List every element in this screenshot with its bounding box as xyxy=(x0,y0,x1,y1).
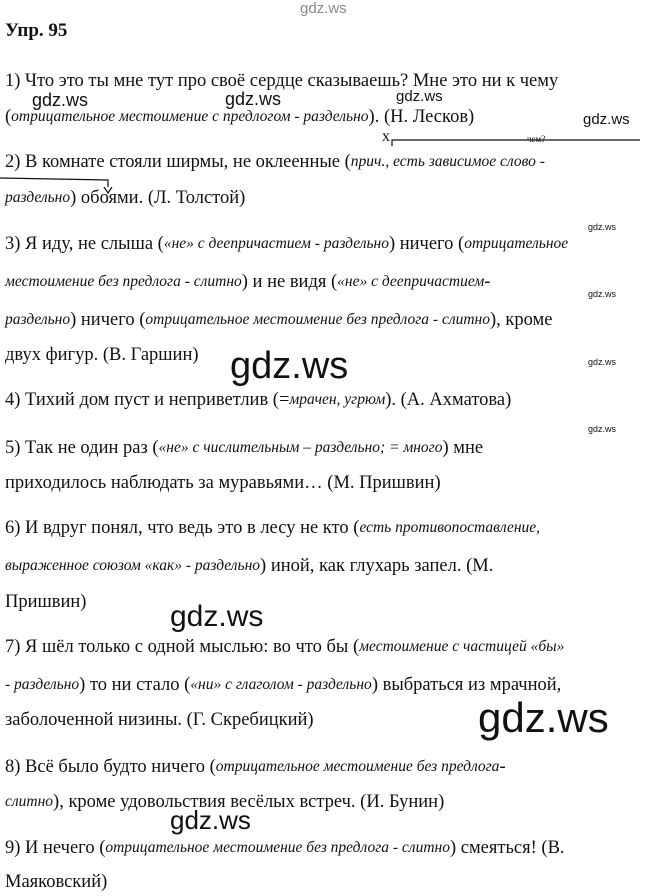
italic-note: отрицательное местоимение без предлога - слитно xyxy=(105,839,450,856)
italic-note: отрицательное местоимение без предлога - слитно xyxy=(145,311,490,328)
watermark-top: gdz.ws xyxy=(300,0,347,17)
italic-note: «ни» с глаголом - раздельно xyxy=(190,676,372,693)
text-segment: ) выбраться из мрачной, xyxy=(371,675,562,695)
text-segment: 6) И вдруг понял, что ведь это в лесу не кто ( xyxy=(5,518,360,538)
text-segment: 9) И нечего ( xyxy=(5,838,106,858)
text-segment: ). (А. Ахматова) xyxy=(385,390,512,410)
bracket-line xyxy=(392,140,640,146)
text-segment: 5) Так не один раз ( xyxy=(5,438,159,458)
text-segment: ) и не видя ( xyxy=(241,272,338,292)
text-segment: 4) Тихий дом пуст и неприветлив (= xyxy=(5,390,290,410)
text-segment: ( xyxy=(5,107,12,127)
watermark-large: gdz.ws xyxy=(170,805,251,835)
italic-note: есть противопоставление, xyxy=(359,519,541,536)
text-segment: Пришвин) xyxy=(5,592,87,612)
text-segment: ), кроме xyxy=(489,310,553,330)
text-segment: приходилось наблюдать за муравьями… (М. Пришвин) xyxy=(5,473,441,493)
italic-note: раздельно xyxy=(5,189,71,206)
italic-note: прич., есть зависимое слово - xyxy=(350,153,545,170)
italic-note: «не» с числительным – раздельно; = много xyxy=(158,439,443,456)
text-segment: ) ничего ( xyxy=(70,310,146,330)
watermark: gdz.ws xyxy=(396,88,443,105)
text-segment: ) мне xyxy=(442,438,484,458)
watermark: gdz.ws xyxy=(583,111,630,128)
italic-note: слитно xyxy=(5,793,54,810)
italic-note: мрачен, угрюм xyxy=(289,391,386,408)
italic-note: отрицательное местоимение с предлогом - раздельно xyxy=(11,108,369,125)
watermark: gdz.ws xyxy=(588,424,617,434)
italic-note: отрицательное xyxy=(464,235,569,252)
watermark-large: gdz.ws xyxy=(170,600,264,633)
italic-note: «не» с деепричастием xyxy=(337,273,485,290)
text-segment: 2) В комнате стояли ширмы, не оклеенные ( xyxy=(5,152,351,172)
cross-mark: x xyxy=(382,128,390,145)
text-segment: 8) Всё было будто ничего ( xyxy=(5,757,216,777)
text-segment: ) ничего ( xyxy=(388,234,465,254)
text-segment: двух фигур. (В. Гаршин) xyxy=(5,345,199,365)
italic-note: выраженное союзом «как» - раздельно xyxy=(5,557,261,574)
watermark: gdz.ws xyxy=(32,90,89,110)
text-segment: 1) Что это ты мне тут про своё сердце сказываешь? Мне это ни к чему xyxy=(5,71,559,91)
text-segment: ). (Н. Лесков) xyxy=(368,107,475,127)
text-segment: ) то ни стало ( xyxy=(79,675,191,695)
watermark-large: gdz.ws xyxy=(478,694,609,741)
watermark: gdz.ws xyxy=(588,289,617,299)
question-note: чем? xyxy=(527,134,546,144)
text-segment: ) иной, как глухарь запел. (М. xyxy=(260,556,494,576)
text-segment: ) смеяться! (В. xyxy=(449,838,565,858)
dependency-arrow xyxy=(0,178,108,187)
text-segment: 7) Я шёл только с одной мыслью: во что бы ( xyxy=(5,637,360,657)
text-segment: - xyxy=(484,272,491,292)
page-title: Упр. 95 xyxy=(5,20,68,41)
text-segment: ) обоями. (Л. Толстой) xyxy=(70,188,246,208)
text-segment: Маяковский) xyxy=(5,872,108,892)
italic-note: отрицательное местоимение без предлога xyxy=(215,758,500,775)
text-segment: ), кроме удовольствия весёлых встреч. (И. Бунин) xyxy=(53,792,445,812)
watermark: gdz.ws xyxy=(588,357,617,367)
text-segment: - xyxy=(499,757,506,777)
italic-note: - раздельно xyxy=(5,676,80,693)
watermark: gdz.ws xyxy=(225,89,282,109)
italic-note: «не» с деепричастием - раздельно xyxy=(163,235,389,252)
italic-note: местоимение с частицей «бы» xyxy=(359,638,565,655)
watermark: gdz.ws xyxy=(588,222,617,232)
italic-note: местоимение без предлога - слитно xyxy=(5,273,242,290)
arrow-head xyxy=(104,187,112,193)
italic-note: раздельно xyxy=(5,311,71,328)
text-segment: заболоченной низины. (Г. Скребицкий) xyxy=(5,710,314,730)
watermark-large: gdz.ws xyxy=(230,345,349,387)
text-segment: 3) Я иду, не слыша ( xyxy=(5,234,164,254)
